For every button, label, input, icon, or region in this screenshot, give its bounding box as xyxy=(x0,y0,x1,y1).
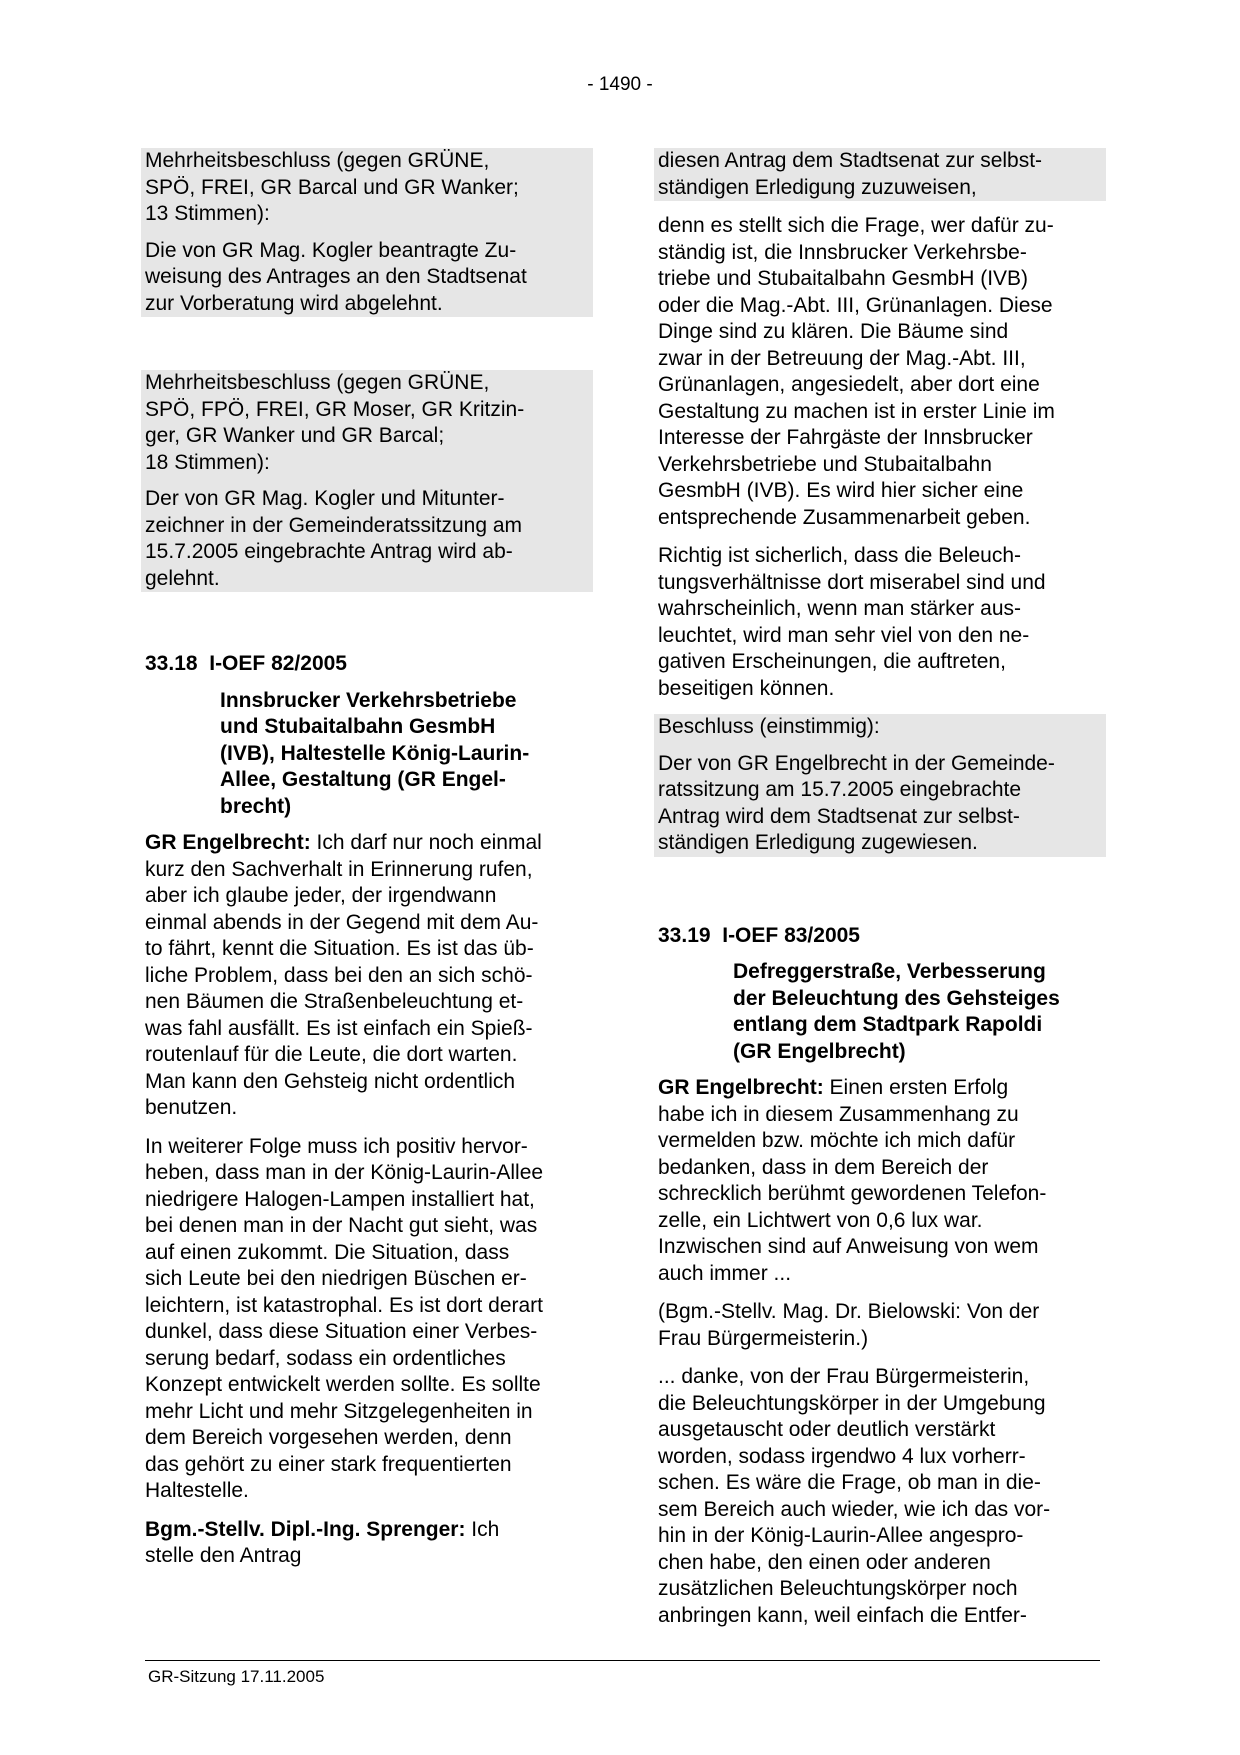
text-line: dunkel, dass diese Situation einer Verbes- xyxy=(145,1320,538,1343)
text-line: hin in der König-Laurin-Allee angespro- xyxy=(658,1524,1024,1547)
text-line: kurz den Sachverhalt in Erinnerung rufen, xyxy=(145,857,533,881)
text-line: Frau Bürgermeisterin.) xyxy=(658,1326,869,1350)
text-line: chen habe, den einen oder anderen xyxy=(658,1550,991,1574)
vote-header-1 xyxy=(145,148,589,228)
text-line: ständigen Erledigung zuzuweisen, xyxy=(658,175,977,199)
text-line: die Beleuchtungskörper in der Umgebung xyxy=(658,1391,1046,1415)
text-line: habe ich in diesem Zusammenhang zu xyxy=(658,1102,1019,1126)
text-line: auf einen zukommt. Die Situation, dass xyxy=(145,1240,510,1264)
text-line: Der von GR Mag. Kogler und Mitunter- xyxy=(145,487,505,510)
text-line: SPÖ, FREI, GR Barcal und GR Wanker; xyxy=(145,175,519,199)
vote-header-2 xyxy=(145,370,589,476)
text-line: mehr Licht und mehr Sitzgelegenheiten in xyxy=(145,1399,533,1423)
title-line: Innsbrucker Verkehrsbetriebe xyxy=(220,688,517,712)
text-line: triebe und Stubaitalbahn GesmbH (IVB) xyxy=(658,267,1029,290)
right-column xyxy=(658,148,1102,1629)
text-line: stelle den Antrag xyxy=(145,1544,302,1567)
speaker-name: GR Engelbrecht: xyxy=(658,1076,824,1099)
text-line: oder die Mag.-Abt. III, Grünanlagen. Diese xyxy=(658,293,1053,317)
section-heading-33-18 xyxy=(145,651,589,820)
title-line: der Beleuchtung des Gehsteiges xyxy=(733,986,1060,1010)
text-line: SPÖ, FPÖ, FREI, GR Moser, GR Kritzin- xyxy=(145,397,525,421)
paragraph xyxy=(658,213,1102,531)
shaded-continuation xyxy=(654,148,1106,201)
interjection xyxy=(658,1299,1102,1352)
text-line: leichtern, ist katastrophal. Es ist dort derart xyxy=(145,1293,544,1317)
text-line: einmal abends in der Gegend mit dem Au- xyxy=(145,910,539,934)
text-line: das gehört zu einer stark frequentierten xyxy=(145,1452,512,1476)
speaker-name: GR Engelbrecht: xyxy=(145,831,311,854)
text-line: sem Bereich auch wieder, wie ich das vor- xyxy=(658,1497,1051,1521)
section-code: I-OEF 83/2005 xyxy=(722,923,860,947)
section-title xyxy=(733,959,1102,1065)
section-number: 33.18 xyxy=(145,652,198,675)
text-line: zelle, ein Lichtwert von 0,6 lux war. xyxy=(658,1208,983,1232)
text-line: anbringen kann, weil einfach die Entfer- xyxy=(658,1603,1027,1627)
text-line: Interesse der Fahrgäste der Innsbrucker xyxy=(658,426,1033,449)
text-line: aber ich glaube jeder, der irgendwann xyxy=(145,884,497,907)
text-line: beseitigen können. xyxy=(658,676,835,700)
text-line: gelehnt. xyxy=(145,566,220,590)
title-line: Allee, Gestaltung (GR Engel- xyxy=(220,768,506,791)
text-line: Haltestelle. xyxy=(145,1479,249,1502)
text-line: zur Vorberatung wird abgelehnt. xyxy=(145,291,443,315)
footer-text: GR-Sitzung 17.11.2005 xyxy=(148,1667,325,1686)
text-line: Konzept entwickelt werden sollte. Es sollte xyxy=(145,1373,541,1396)
text-line: benutzen. xyxy=(145,1096,238,1119)
text-line: 13 Stimmen): xyxy=(145,202,270,225)
paragraph xyxy=(658,1075,1102,1287)
text-line: diesen Antrag dem Stadtsenat zur selbst- xyxy=(658,149,1043,172)
text-line: bedanken, dass in dem Bereich der xyxy=(658,1155,989,1179)
text-line: Bgm.-Stellv. Dipl.-Ing. Sprenger: Ich xyxy=(145,1517,500,1541)
text-line: GesmbH (IVB). Es wird hier sicher eine xyxy=(658,479,1024,502)
text-line: routenlauf für die Leute, die dort warten. xyxy=(145,1043,518,1066)
text-line: vermelden bzw. möchte ich mich dafür xyxy=(658,1129,1016,1152)
text-line: ger, GR Wanker und GR Barcal; xyxy=(145,424,445,447)
text-line: liche Problem, dass bei den an sich schö- xyxy=(145,963,533,987)
text-line: weisung des Antrages an den Stadtsenat xyxy=(145,265,527,288)
text-line: denn es stellt sich die Frage, wer dafür zu- xyxy=(658,214,1054,237)
paragraph xyxy=(658,1364,1102,1629)
text-line: 15.7.2005 eingebrachte Antrag wird ab- xyxy=(145,540,513,563)
vote-body-1 xyxy=(145,238,589,318)
text-line: bei denen man in der Nacht gut sieht, was xyxy=(145,1214,538,1237)
text-line: was fahl ausfällt. Es ist einfach ein Spieß- xyxy=(145,1016,533,1040)
text-line: entsprechende Zusammenarbeit geben. xyxy=(658,505,1031,529)
section-code: I-OEF 82/2005 xyxy=(209,652,347,675)
footer-divider xyxy=(145,1660,1100,1661)
text-line: niedrigere Halogen-Lampen installiert hat, xyxy=(145,1187,535,1211)
title-line: und Stubaitalbahn GesmbH xyxy=(220,715,496,738)
section-number-line xyxy=(145,651,589,678)
text-line: (Bgm.-Stellv. Mag. Dr. Bielowski: Von der xyxy=(658,1300,1040,1323)
text-line: ausgetauscht oder deutlich verstärkt xyxy=(658,1418,996,1441)
text-line: Mehrheitsbeschluss (gegen GRÜNE, xyxy=(145,371,490,394)
text-line: zusätzlichen Beleuchtungskörper noch xyxy=(658,1577,1018,1600)
left-column xyxy=(145,148,589,1570)
text-line: Man kann den Gehsteig nicht ordentlich xyxy=(145,1069,516,1093)
text-line: ratssitzung am 15.7.2005 eingebrachte xyxy=(658,778,1022,801)
text-line: zwar in der Betreuung der Mag.-Abt. III, xyxy=(658,346,1026,370)
vote-body-2 xyxy=(145,486,589,592)
text-line: Grünanlagen, angesiedelt, aber dort eine xyxy=(658,373,1040,396)
paragraph xyxy=(145,830,589,1122)
text-line: schrecklich berühmt gewordenen Telefon- xyxy=(658,1182,1047,1205)
page-number: - 1490 - xyxy=(587,74,653,95)
text-line: Der von GR Engelbrecht in der Gemeinde- xyxy=(658,751,1055,775)
vote-header: Beschluss (einstimmig): xyxy=(658,715,880,738)
title-line: (GR Engelbrecht) xyxy=(733,1039,906,1063)
text-line: nen Bäumen die Straßenbeleuchtung et- xyxy=(145,990,524,1013)
vote-block-3 xyxy=(654,714,1106,857)
speaker-name: Bgm.-Stellv. Dipl.-Ing. Sprenger: xyxy=(145,1517,466,1541)
section-title xyxy=(220,688,589,821)
text-line: 18 Stimmen): xyxy=(145,450,270,474)
text-line: Mehrheitsbeschluss (gegen GRÜNE, xyxy=(145,149,490,172)
text-line: ständig ist, die Innsbrucker Verkehrsbe- xyxy=(658,240,1027,264)
title-line: brecht) xyxy=(220,794,292,818)
text-line: GR Engelbrecht: Einen ersten Erfolg xyxy=(658,1076,1009,1099)
vote-block-1 xyxy=(141,148,593,317)
paragraph xyxy=(145,1517,589,1570)
text-line: dem Bereich vorgesehen werden, denn xyxy=(145,1426,512,1449)
text-line: Dinge sind zu klären. Die Bäume sind xyxy=(658,320,1009,343)
text-line: Richtig ist sicherlich, dass die Beleuch- xyxy=(658,544,1021,567)
title-line: entlang dem Stadtpark Rapoldi xyxy=(733,1013,1043,1036)
text-line: tungsverhältnisse dort miserabel sind und xyxy=(658,570,1046,594)
section-number: 33.19 xyxy=(658,923,711,947)
text-line: sich Leute bei den niedrigen Büschen er- xyxy=(145,1267,527,1290)
text-line: Die von GR Mag. Kogler beantragte Zu- xyxy=(145,238,517,262)
text-line: leuchtet, wird man sehr viel von den ne- xyxy=(658,623,1030,647)
vote-block-2 xyxy=(141,370,593,592)
title-line: (IVB), Haltestelle König-Laurin- xyxy=(220,741,530,765)
text-line: auch immer ... xyxy=(658,1261,792,1285)
text-line: Inzwischen sind auf Anweisung von wem xyxy=(658,1235,1039,1258)
section-number-line xyxy=(658,923,1102,950)
text-line: Verkehrsbetriebe und Stubaitalbahn xyxy=(658,452,992,476)
text-line: ständigen Erledigung zugewiesen. xyxy=(658,831,978,854)
text-line: worden, sodass irgendwo 4 lux vorherr- xyxy=(658,1444,1026,1468)
text-line: GR Engelbrecht: Ich darf nur noch einmal xyxy=(145,831,542,854)
paragraph xyxy=(145,1134,589,1505)
text-line: In weiterer Folge muss ich positiv hervor- xyxy=(145,1134,528,1158)
text-line: schen. Es wäre die Frage, ob man in die- xyxy=(658,1471,1041,1494)
section-heading-33-19 xyxy=(658,923,1102,1066)
text-line: Gestaltung zu machen ist in erster Linie im xyxy=(658,399,1055,423)
text-line: gativen Erscheinungen, die auftreten, xyxy=(658,650,1006,673)
text-line: serung bedarf, sodass ein ordentliches xyxy=(145,1346,506,1370)
title-line: Defreggerstraße, Verbesserung xyxy=(733,960,1046,983)
paragraph xyxy=(658,543,1102,702)
text-line: ... danke, von der Frau Bürgermeisterin, xyxy=(658,1365,1030,1388)
vote-body xyxy=(658,751,1102,857)
text-line: heben, dass man in der König-Laurin-Allee xyxy=(145,1161,544,1184)
text-line: wahrscheinlich, wenn man stärker aus- xyxy=(658,597,1021,620)
text-line: Antrag wird dem Stadtsenat zur selbst- xyxy=(658,804,1020,828)
text-line: zeichner in der Gemeinderatssitzung am xyxy=(145,513,523,537)
text-line: to fährt, kennt die Situation. Es ist das üb- xyxy=(145,937,534,960)
